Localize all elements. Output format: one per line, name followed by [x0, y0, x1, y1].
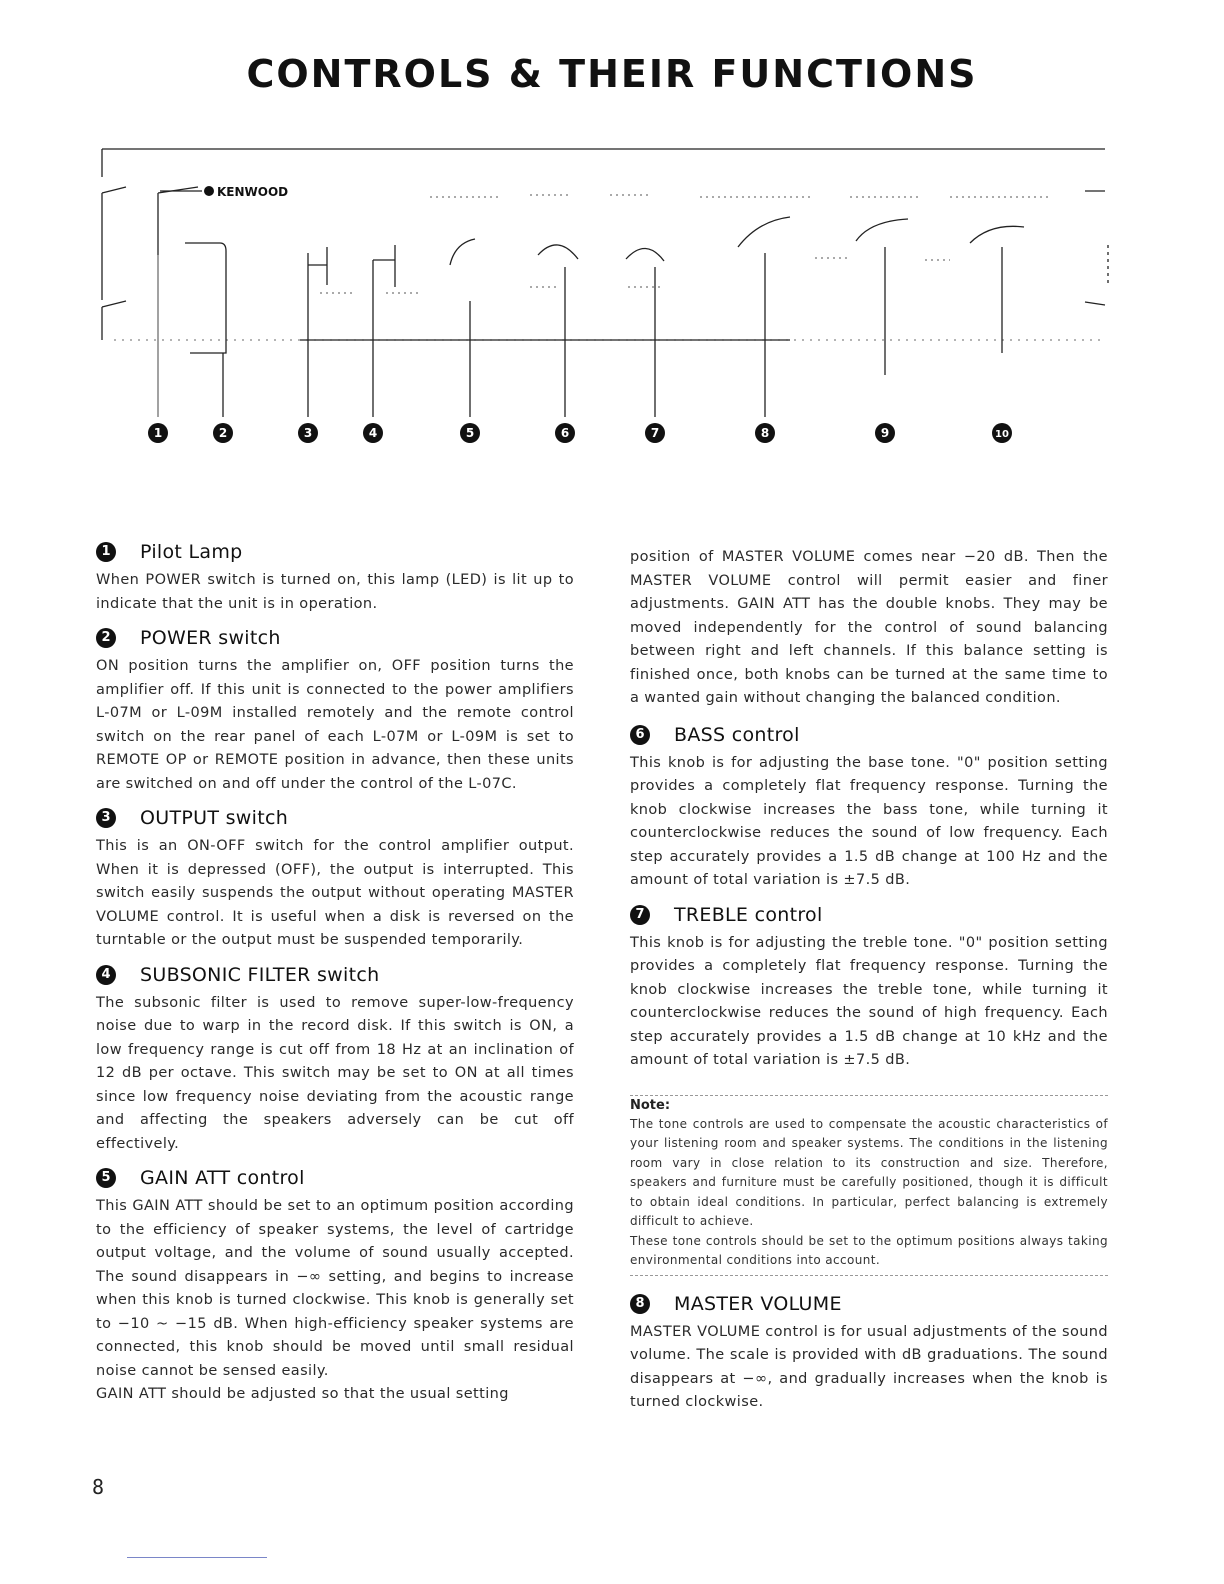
section-title: GAIN ATT control — [140, 1167, 305, 1189]
section-title: OUTPUT switch — [140, 807, 289, 829]
svg-text:1: 1 — [153, 426, 163, 440]
svg-text:7: 7 — [650, 426, 660, 440]
section-number-badge: 7 — [630, 905, 650, 925]
svg-text:5: 5 — [465, 426, 475, 440]
note-paragraph: These tone controls should be set to the optimum positions always taking environmental conditions into account. — [630, 1233, 1108, 1267]
svg-text:2: 2 — [218, 426, 228, 440]
callout-6-marker — [555, 423, 575, 443]
section-pilot-lamp — [96, 538, 574, 616]
section-output-switch — [96, 804, 574, 953]
callout-7-marker — [645, 423, 665, 443]
kenwood-logo — [160, 185, 288, 199]
section-paragraph: This GAIN ATT should be set to an optimum position according to the efficiency of speaker systems, the level of cartridge output voltage, and the volume of sound usually accepted. The sound disappears in −∞ setting, and begins to increase when this knob is turned clockwise. This knob is generally set to −10 ~ −15 dB. When high-efficiency speaker systems are connected, this knob should be moved until small residual noise cannot be sensed easily. — [96, 1198, 574, 1379]
section-number-badge: 6 — [630, 725, 650, 745]
section-paragraph: GAIN ATT should be adjusted so that the usual setting — [96, 1386, 509, 1402]
svg-text:9: 9 — [880, 426, 890, 440]
svg-text:8: 8 — [760, 426, 770, 440]
section-paragraph: ON position turns the amplifier on, OFF position turns the amplifier off. If this unit is connected to the power amplifiers L-07M or L-09M installed remotely and the remote control switch on the rear panel of each L-07M or L-09M is set to REMOTE OP or REMOTE position in advance, then these units are switched on and off under the control of the L-07C. — [96, 658, 574, 792]
section-paragraph: The subsonic filter is used to remove super-low-frequency noise due to warp in the record disk. If this switch is ON, a low frequency range is cut off from 18 Hz at an inclination of 12 dB per octave. This switch may be set to ON at all times since low frequency noise deviating from the acoustic range and affecting the speakers adversely can be cut off effectively. — [96, 994, 574, 1152]
section-paragraph: This knob is for adjusting the base tone. "0" position setting provides a completely flat frequency response. Turning the knob clockwise increases the bass tone, while turning it counterclockwise reduces the sound of low frequency. Each step accurately provides a 1.5 dB change at 100 Hz and the amount of total variation is ±7.5 dB. — [630, 754, 1108, 888]
callout-9-marker — [875, 423, 895, 443]
section-power-switch — [96, 624, 574, 796]
section-title: BASS control — [674, 723, 800, 746]
section-number-badge: 1 — [96, 542, 116, 562]
section-title: SUBSONIC FILTER switch — [140, 963, 380, 986]
section-number-badge: 5 — [96, 1168, 116, 1188]
section-title: POWER switch — [140, 627, 281, 649]
note-box — [630, 1095, 1108, 1276]
svg-text:10: 10 — [995, 429, 1009, 440]
section-number-badge: 4 — [96, 965, 116, 985]
section-number-badge: 3 — [96, 808, 116, 828]
callout-8-marker — [755, 423, 775, 443]
svg-text:KENWOOD: KENWOOD — [217, 185, 289, 199]
svg-text:3: 3 — [303, 426, 313, 440]
callout-1-marker — [148, 423, 168, 443]
page-number: 8 — [92, 1475, 105, 1499]
section-paragraph: When POWER switch is turned on, this lamp (LED) is lit up to indicate that the unit is in operation. — [96, 572, 574, 612]
left-column — [96, 538, 574, 1415]
section-master-volume — [630, 1290, 1108, 1415]
svg-text:6: 6 — [560, 426, 570, 440]
front-panel-diagram — [90, 135, 1120, 460]
note-label: Note: — [630, 1097, 671, 1113]
section-paragraph: This knob is for adjusting the treble tone. "0" position setting provides a completely flat frequency response. Turning the knob clockwise increases the treble tone, while turning it counterclockwise reduces the sound of high frequency. Each step accurately provides a 1.5 dB change at 10 kHz and the amount of total variation is ±7.5 dB. — [630, 934, 1108, 1068]
section-number-badge: 8 — [630, 1294, 650, 1314]
right-column — [630, 546, 1108, 1423]
section-paragraph: MASTER VOLUME control is for usual adjustments of the sound volume. The scale is provided with dB graduations. The sound disappears at −∞, and gradually increases when the knob is turned clockwise. — [630, 1323, 1108, 1410]
callout-2-marker — [213, 423, 233, 443]
note-paragraph: The tone controls are used to compensate the acoustic characteristics of your listening room and speaker systems. The conditions in the listening room vary in close relation to its construction and size. Therefore, speakers and furniture must be carefully positioned, though it is difficult to obtain ideal conditions. In particular, perfect balancing is extremely difficult to achieve. — [630, 1116, 1108, 1228]
section-gain-att — [96, 1164, 574, 1407]
callout-5-marker — [460, 423, 480, 443]
section-number-badge: 2 — [96, 628, 116, 648]
page-title: CONTROLS & THEIR FUNCTIONS — [246, 52, 978, 96]
footer-rule — [127, 1557, 267, 1558]
section-bass-control — [630, 721, 1108, 893]
section-title: Pilot Lamp — [140, 541, 243, 563]
callout-3-marker — [298, 423, 318, 443]
section-subsonic-filter — [96, 961, 574, 1157]
svg-text:4: 4 — [368, 426, 378, 440]
section-title: TREBLE control — [674, 903, 823, 926]
section-title: MASTER VOLUME — [674, 1292, 842, 1315]
callout-10-marker — [992, 423, 1012, 443]
section-treble-control — [630, 901, 1108, 1073]
section-paragraph-continued: position of MASTER VOLUME comes near −20 dB. Then the MASTER VOLUME control will permit easier and finer adjustments. GAIN ATT has the double knobs. They may be moved independently for the control of sound balancing between right and left channels. If this balance setting is finished once, both knobs can be turned at the same time to a wanted gain without changing the balanced condition. — [630, 549, 1108, 706]
callout-4-marker — [363, 423, 383, 443]
section-paragraph: This is an ON-OFF switch for the control amplifier output. When it is depressed (OFF), the output is interrupted. This switch easily suspends the output without operating MASTER VOLUME control. It is useful when a disk is reversed on the turntable or the output must be suspended temporarily. — [96, 838, 574, 948]
